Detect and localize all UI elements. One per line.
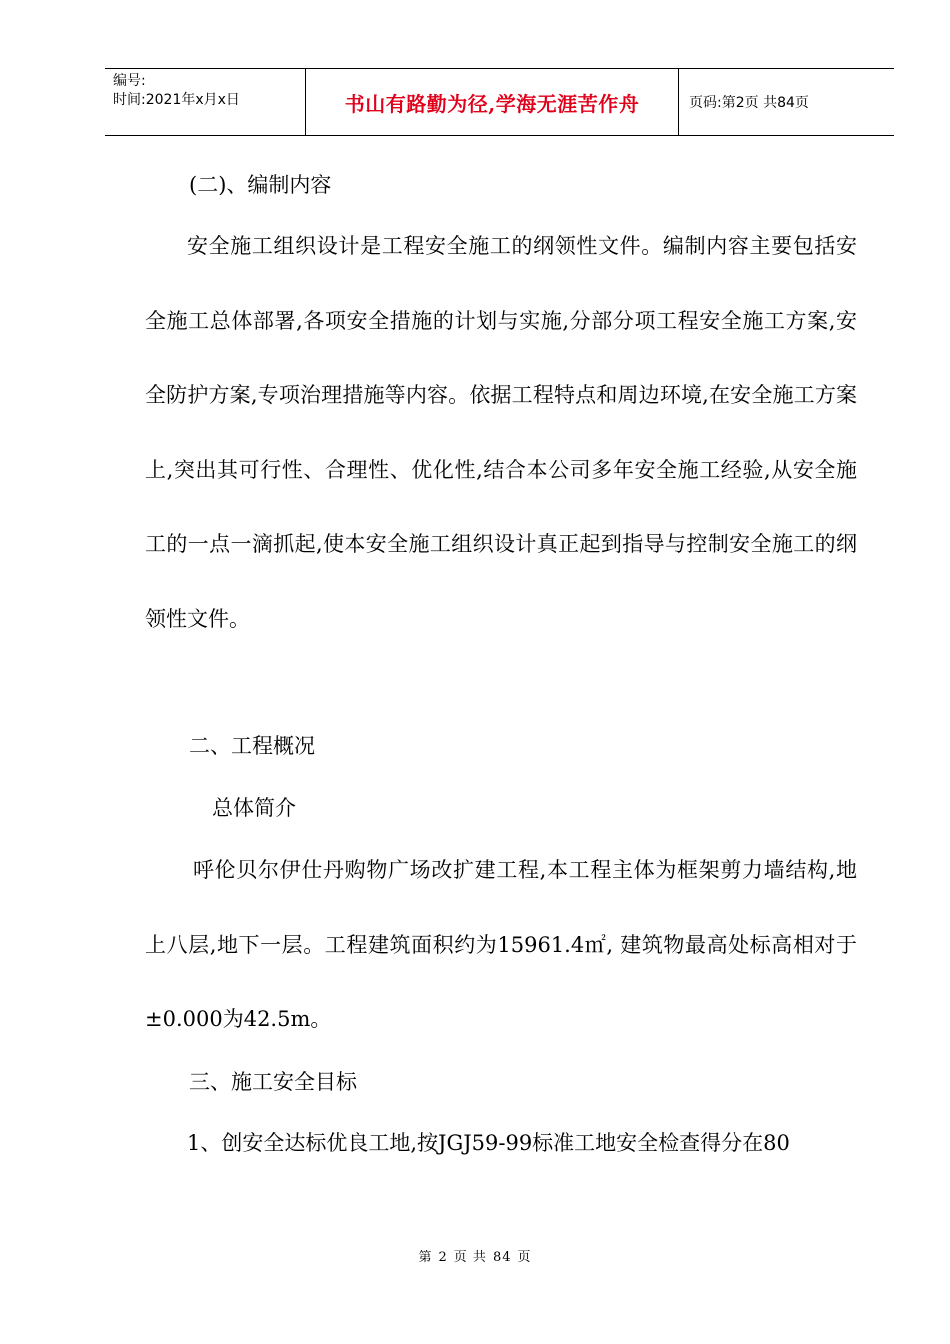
paragraph-compilation-content: 安全施工组织设计是工程安全施工的纲领性文件。编制内容主要包括安全施工总体部署,各项安全措施的计划与实施,分部分项工程安全施工方案,安全防护方案,专项治理措施等内容。依据工程特点和周边环境,在安全施工方案上,突出其可行性、合理性、优化性,结合本公司多年安全施工经验,从安全施工的一点一滴抓起,使本安全施工组织设计真正起到指导与控制安全施工的纲领性文件。 — [145, 234, 857, 631]
header-page-info: 页码:第2页 共84页 — [689, 95, 809, 111]
footer-total-pages: 84 — [492, 1250, 512, 1265]
section-heading-safety-goals: 三、施工安全目标 — [189, 1070, 357, 1094]
header-meta — [105, 69, 305, 135]
footer-prefix: 第 — [418, 1250, 433, 1265]
page-footer — [0, 1246, 950, 1265]
section-heading-project-overview: 二、工程概况 — [189, 734, 315, 758]
footer-suffix: 页 — [517, 1250, 532, 1265]
paragraph-project-overview: 呼伦贝尔伊仕丹购物广场改扩建工程,本工程主体为框架剪力墙结构,地上八层,地下一层。工程建筑面积约为15961.4㎡, 建筑物最高处标高相对于±0.000为42.5m。 — [145, 858, 857, 1031]
section-subheading-overview: 总体简介 — [212, 796, 296, 820]
section-subheading-compilation: (二)、编制内容 — [189, 173, 332, 197]
footer-middle: 页 共 — [453, 1250, 487, 1265]
paragraph-safety-goal-1: 1、创安全达标优良工地,按JGJ59-99标准工地安全检查得分在80 — [187, 1131, 790, 1155]
header-motto: 书山有路勤为径,学海无涯苦作舟 — [305, 69, 679, 135]
page-header — [105, 68, 894, 136]
document-number-label: 编号: — [113, 73, 146, 89]
footer-page-number: 2 — [438, 1250, 448, 1265]
document-date: 时间:2021年x月x日 — [113, 92, 240, 108]
